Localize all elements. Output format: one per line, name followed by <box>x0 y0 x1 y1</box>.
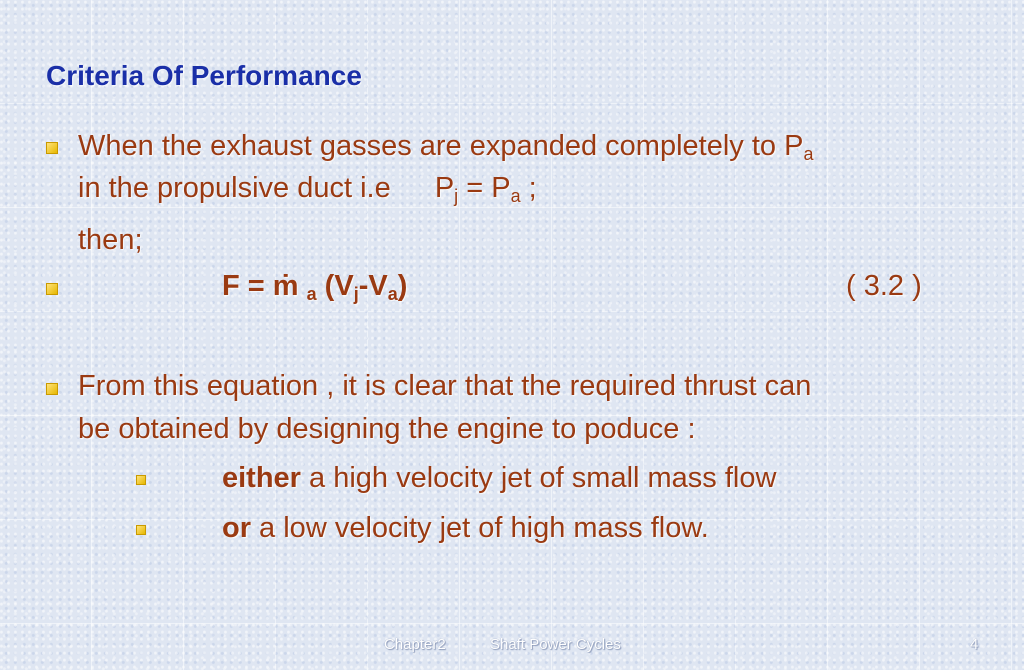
equation-number: ( 3.2 ) <box>846 270 922 302</box>
bullet3-line2: be obtained by designing the engine to poduce : <box>78 413 696 445</box>
eq-sub-a2: a <box>387 284 398 304</box>
bullet1-line2-text: in the propulsive duct i.e <box>78 172 391 204</box>
subscript-a: a <box>510 186 521 206</box>
bullet1-line2 <box>78 170 537 208</box>
subscript-j: j <box>454 186 459 206</box>
eq-close: ) <box>397 270 408 302</box>
eq-sub-j: j <box>353 284 359 304</box>
eq-open: (V <box>316 270 354 302</box>
eq-mid: -V <box>358 270 388 302</box>
or-bold: or <box>222 512 251 544</box>
sub-bullet-or <box>222 510 709 547</box>
bullet3-line1: From this equation , it is clear that the required thrust can <box>78 370 812 402</box>
subscript-a: a <box>803 144 814 164</box>
eq-f: F = ṁ <box>222 270 307 302</box>
slide-title: Criteria Of Performance <box>46 60 362 91</box>
pj-symbol: P <box>434 172 455 204</box>
bullet-icon <box>46 142 58 154</box>
footer-chapter: Chapter2 <box>384 636 446 653</box>
footer-topic: Shaft Power Cycles <box>490 636 621 653</box>
bullet1-line1 <box>78 128 813 166</box>
either-rest: a high velocity jet of small mass flow <box>300 462 777 494</box>
eq-sub-a: a <box>306 284 317 304</box>
equals-pa: = P <box>458 172 511 204</box>
bullet-icon <box>46 383 58 395</box>
sub-bullet-either <box>222 460 776 497</box>
thrust-equation <box>222 268 407 306</box>
sub-bullet-icon <box>136 475 146 485</box>
semicolon: ; <box>520 172 537 204</box>
sub-bullet-icon <box>136 525 146 535</box>
or-rest: a low velocity jet of high mass flow. <box>251 512 709 544</box>
footer-page-number: 4 <box>970 636 979 653</box>
bullet1-line3: then; <box>78 224 143 256</box>
bullet1-text: When the exhaust gasses are expanded completely to P <box>78 130 804 162</box>
bullet-icon <box>46 283 58 295</box>
either-bold: either <box>222 462 301 494</box>
